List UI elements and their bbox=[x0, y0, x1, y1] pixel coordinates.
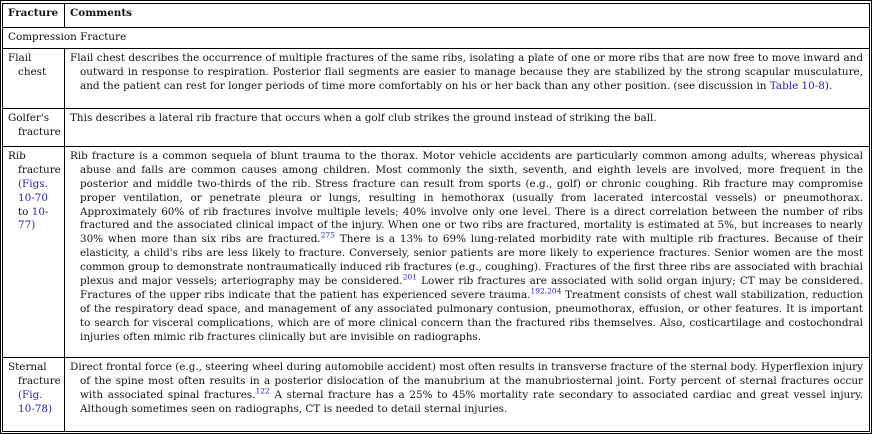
section-header-label: Compression Fracture bbox=[3, 28, 870, 49]
fracture-cell bbox=[3, 48, 65, 108]
text-segment: There is a 13% to 69% lung-related morbidity rate with multiple rib fractures. Because of their elasticity, a child's ribs are less likely to fracture. Conversely, senior patients are more likely to experience fractures. Senior women are the most common group to demonstrate nontraumatically induced rib fractures (e.g., coughing). Fractures of the first three ribs are associated with brachial plexus and major vessels; arteriography may be considered. bbox=[80, 233, 863, 288]
fracture-cell bbox=[3, 358, 65, 432]
text-segment: This describes a lateral rib fracture that occurs when a golf club strikes the ground instead of striking the ball. bbox=[70, 111, 657, 124]
table-row bbox=[3, 48, 870, 108]
reference-superscript bbox=[256, 386, 270, 395]
text-segment: Rib fracture is a common sequela of blunt trauma to the thorax. Motor vehicle accidents are particularly common among adults, whereas physical abuse and falls are common causes among children. Most commonly the sixth, seventh, and eighth levels are involved, more frequent in the posterior and middle two-thirds of the rib. Stress fracture can result from sports (e.g., golf) or chronic coughing. Rib fracture may compromise proper ventilation, or penetrate pleura or lungs, resulting in hemothorax (usually from lacerated intercostal vessels) or pneumothorax. Approximately 60% of rib fractures involve multiple levels; 40% involve only one level. There is a direct correlation between the number of ribs fractured and the associated clinical impact of the injury. When one or two ribs are fractured, mortality is estimated at 5%, but increases to nearly 30% when more than six ribs are fractured. bbox=[70, 149, 863, 246]
text-segment: Treatment consists of chest wall stabilization, reduction of the respiratory dead space, and management of any associated pulmonary contusion, pneumothorax, effusion, or other features. It is important to search for visceral complications, which are of more clinical concern than the fractured ribs themselves. Also, costicartilage and costochondral injuries often mimic rib fractures clinically but are invisible on radiographs. bbox=[80, 288, 863, 343]
comments-cell bbox=[65, 358, 870, 432]
figure-link[interactable]: Table 10-8 bbox=[769, 79, 825, 92]
comment-text bbox=[70, 112, 863, 126]
reference-link[interactable]: 275 bbox=[320, 230, 336, 240]
reference-superscript bbox=[321, 231, 335, 240]
fracture-cell bbox=[3, 146, 65, 357]
column-header-fracture: Fracture bbox=[3, 4, 65, 28]
reference-link[interactable]: 201 bbox=[402, 272, 418, 282]
text-segment: to bbox=[18, 205, 32, 218]
text-segment: Sternal fracture bbox=[8, 361, 61, 387]
table-body bbox=[3, 28, 870, 432]
fracture-name bbox=[8, 361, 61, 417]
reference-link[interactable]: 192,204 bbox=[530, 286, 562, 296]
text-segment: ). bbox=[824, 79, 833, 92]
text-segment: Rib fracture bbox=[8, 149, 61, 176]
reference-link[interactable]: 122 bbox=[255, 386, 270, 396]
comment-text bbox=[70, 150, 863, 345]
comments-cell bbox=[65, 48, 870, 108]
text-segment: Flail chest describes the occurrence of multiple fractures of the same ribs, isolating a plate of one or more ribs that are now free to move inward and outward in response to respiration. Posterior flail segments are easier to manage because they are stabilized by the strong scapular musculature, and the patient can rest for longer periods of time more comfortably on his or her back than any other position. (see discussion in bbox=[70, 51, 863, 92]
fracture-name bbox=[8, 52, 58, 80]
fracture-table bbox=[2, 3, 870, 432]
text-segment: Direct frontal force (e.g., steering wheel during automobile accident) most often results in transverse fracture of the sternal body. Hyperflexion injury of the spine most often results in a posterior dislocation of the manubrium at the manubriosternal joint. Forty percent of sternal fractures occur with associated spinal fractures. bbox=[70, 361, 863, 401]
text-segment: Flail chest bbox=[8, 51, 47, 78]
figure-link[interactable]: (Figs. 10-70 bbox=[18, 177, 48, 204]
column-header-comments: Comments bbox=[65, 4, 870, 28]
comment-text bbox=[70, 52, 863, 94]
figure-link[interactable]: (Fig. 10-78) bbox=[18, 388, 53, 415]
header-row bbox=[3, 4, 870, 28]
text-segment: Golfer's fracture bbox=[8, 111, 61, 138]
table-row bbox=[3, 358, 870, 432]
text-segment: A sternal fracture has a 25% to 45% mortality rate secondary to associated cardiac and great vessel injury. Although sometimes seen on radiographs, CT is needed to detail sternal injuries. bbox=[80, 388, 863, 415]
comment-text bbox=[70, 361, 863, 417]
fracture-cell bbox=[3, 108, 65, 146]
comments-cell bbox=[65, 108, 870, 146]
reference-superscript bbox=[403, 273, 417, 282]
comments-cell bbox=[65, 146, 870, 357]
section-header-row bbox=[3, 28, 870, 49]
figure-link[interactable]: 10-77) bbox=[18, 205, 49, 232]
reference-superscript bbox=[530, 287, 561, 296]
fracture-name bbox=[8, 149, 61, 233]
fracture-name bbox=[8, 111, 61, 140]
text-segment: Lower rib fractures are associated with solid organ injury; CT may be considered. Fractures of the upper ribs indicate that the patient has experienced severe trauma. bbox=[80, 275, 863, 301]
table-row bbox=[3, 108, 870, 146]
table-row bbox=[3, 146, 870, 357]
